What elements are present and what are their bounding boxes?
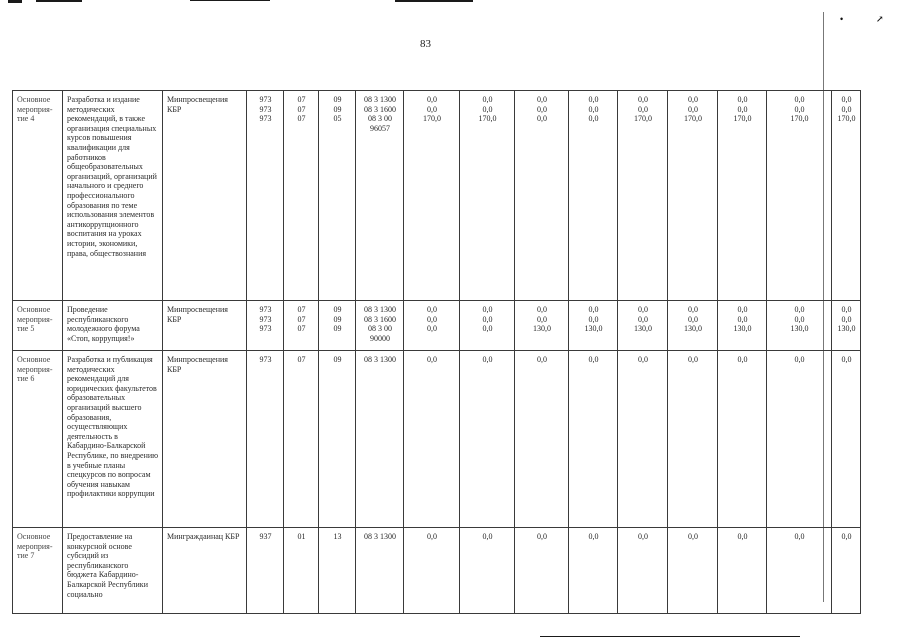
funding-year-3: [515, 91, 569, 301]
funding-year-1: [404, 91, 460, 301]
funding-year-9: [832, 351, 861, 528]
grbs-code: [247, 301, 284, 351]
funding-year-8-line: 0,0: [794, 355, 805, 364]
grbs-code-line: 973: [259, 114, 272, 124]
funding-year-6-line: 0,0: [688, 355, 698, 364]
table-row: [13, 91, 861, 301]
funding-year-5: [618, 301, 668, 351]
funding-year-5-line: 0,0: [638, 95, 648, 104]
funding-year-9-line: 0,0: [841, 104, 852, 114]
funding-year-2: [460, 528, 515, 614]
rz-code: [284, 528, 319, 614]
measure-name: [63, 528, 163, 614]
funding-year-7: [718, 301, 767, 351]
funding-year-4: [569, 528, 618, 614]
funding-year-9-line: 0,0: [841, 314, 852, 324]
funding-year-8-line: 0,0: [794, 95, 805, 104]
funding-year-3: [515, 301, 569, 351]
funding-year-4-line: 0,0: [588, 114, 599, 124]
grbs-code-line: 973: [259, 104, 272, 114]
funding-year-2-line: 0,0: [482, 95, 493, 104]
scan-mark-1: •: [840, 14, 844, 24]
measure-executor-line: Минпросвещения КБР: [167, 305, 228, 324]
funding-year-8: [767, 91, 832, 301]
funding-year-4-line: 0,0: [588, 355, 599, 364]
measure-type: [13, 91, 63, 301]
funding-year-9: [832, 528, 861, 614]
funding-year-7: [718, 351, 767, 528]
funding-year-7-line: 0,0: [737, 104, 748, 114]
scan-line-top-left-2: [36, 0, 82, 2]
csr-code: [356, 528, 404, 614]
csr-code-line: 08 3 1300: [364, 355, 396, 364]
funding-year-1-line: 0,0: [427, 532, 437, 541]
funding-year-2-line: 0,0: [482, 532, 493, 541]
funding-year-8: [767, 351, 832, 528]
measure-type: [13, 301, 63, 351]
funding-year-9-line: 0,0: [841, 305, 852, 314]
rz-code: [284, 301, 319, 351]
rz-code-line: 01: [297, 532, 306, 541]
funding-year-1: [404, 351, 460, 528]
funding-year-8-line: 170,0: [790, 114, 809, 124]
grbs-code-line: 973: [259, 95, 272, 104]
funding-year-9: [832, 91, 861, 301]
funding-year-3-line: 0,0: [537, 114, 547, 124]
funding-year-4-line: 0,0: [588, 95, 599, 104]
measure-name: [63, 301, 163, 351]
funding-year-5-line: 130,0: [634, 324, 652, 334]
funding-year-8-line: 0,0: [794, 532, 805, 541]
measure-type-line: Основное мероприя-тие 7: [17, 532, 53, 561]
funding-year-9-line: 0,0: [841, 95, 852, 104]
rz-code: [284, 351, 319, 528]
funding-year-7: [718, 528, 767, 614]
funding-year-9-line: 0,0: [841, 532, 852, 541]
rz-code-line: 07: [297, 314, 306, 324]
csr-code-line: 08 3 1300: [364, 95, 396, 104]
program-table: [12, 90, 861, 614]
scan-line-top-mid: [190, 0, 270, 1]
funding-year-3-line: 0,0: [537, 532, 547, 541]
measure-type-line: Основное мероприя-тие 6: [17, 355, 53, 384]
rz-code-line: 07: [297, 324, 306, 334]
funding-year-1-line: 0,0: [427, 305, 437, 314]
funding-year-5: [618, 528, 668, 614]
measure-type: [13, 351, 63, 528]
measure-name: [63, 91, 163, 301]
funding-year-4-line: 0,0: [588, 314, 599, 324]
csr-code-line: 08 3 00 90000: [368, 324, 392, 343]
funding-year-4-line: 130,0: [584, 324, 603, 334]
funding-year-1-line: 0,0: [427, 314, 437, 324]
funding-year-3-line: 0,0: [537, 355, 547, 364]
funding-year-4-line: 0,0: [588, 305, 599, 314]
funding-year-1-line: 0,0: [427, 324, 437, 334]
funding-year-4-line: 0,0: [588, 532, 599, 541]
funding-year-3-line: 0,0: [537, 305, 547, 314]
measure-name-line: Разработка и издание методических рекомендаций, в также организация специальных курсов повышения квалификации для работников общеобразовательных организаций, организаций начального и среднего профессионального образования по теме использования элементов антикоррупционного воспитания на уроках истории, экономики, права, обществознания: [67, 95, 157, 258]
measure-executor: [163, 91, 247, 301]
table-row: [13, 528, 861, 614]
grbs-code-line: 973: [259, 355, 272, 364]
grbs-code-line: 973: [259, 305, 272, 314]
csr-code: [356, 91, 404, 301]
funding-year-6-line: 130,0: [684, 324, 702, 334]
funding-year-2-line: 0,0: [482, 104, 493, 114]
funding-year-8: [767, 528, 832, 614]
funding-year-1-line: 0,0: [427, 95, 437, 104]
csr-code: [356, 301, 404, 351]
funding-year-6-line: 0,0: [688, 95, 698, 104]
table-row: [13, 301, 861, 351]
pr-code-line: 09: [333, 305, 342, 314]
funding-year-8-line: 0,0: [794, 305, 805, 314]
funding-year-7-line: 170,0: [733, 114, 752, 124]
measure-executor: [163, 301, 247, 351]
funding-year-9-line: 170,0: [837, 114, 856, 124]
csr-code-line: 08 3 00 96057: [368, 114, 392, 133]
funding-year-6: [668, 301, 718, 351]
funding-year-2: [460, 301, 515, 351]
funding-year-3-line: 0,0: [537, 95, 547, 104]
funding-year-5-line: 0,0: [638, 104, 648, 114]
scan-mark-2: ↗: [876, 14, 884, 24]
pr-code: [319, 91, 356, 301]
pr-code-line: 09: [333, 314, 342, 324]
funding-year-2: [460, 351, 515, 528]
grbs-code: [247, 528, 284, 614]
funding-year-6: [668, 528, 718, 614]
grbs-code-line: 937: [259, 532, 272, 541]
pr-code: [319, 301, 356, 351]
funding-year-4-line: 0,0: [588, 104, 599, 114]
funding-year-4: [569, 91, 618, 301]
funding-year-3: [515, 351, 569, 528]
pr-code-line: 13: [333, 532, 342, 541]
scan-line-top-left: [8, 0, 22, 3]
rz-code-line: 07: [297, 104, 306, 114]
funding-year-2: [460, 91, 515, 301]
funding-year-5-line: 0,0: [638, 355, 648, 364]
csr-code-line: 08 3 1600: [364, 314, 396, 324]
csr-code: [356, 351, 404, 528]
csr-code-line: 08 3 1600: [364, 104, 396, 114]
measure-type: [13, 528, 63, 614]
rz-code-line: 07: [297, 114, 306, 124]
rz-code: [284, 91, 319, 301]
funding-year-3-line: 130,0: [533, 324, 551, 334]
funding-year-7-line: 0,0: [737, 314, 748, 324]
funding-year-2-line: 0,0: [482, 355, 493, 364]
scan-line-top-right: [395, 0, 473, 2]
funding-year-5-line: 0,0: [638, 314, 648, 324]
table-row: [13, 351, 861, 528]
pr-code-line: 09: [333, 355, 342, 364]
rz-code-line: 07: [297, 95, 306, 104]
funding-year-7: [718, 91, 767, 301]
grbs-code: [247, 91, 284, 301]
measure-executor-line: Минграждаинац КБР: [167, 532, 240, 541]
measure-name-line: Предоставление на конкурсной основе субсидий из республиканского бюджета Кабардино-Балкарской Республики социально: [67, 532, 148, 599]
funding-year-7-line: 0,0: [737, 95, 748, 104]
funding-year-8-line: 0,0: [794, 314, 805, 324]
funding-year-1-line: 170,0: [423, 114, 441, 124]
funding-year-2-line: 0,0: [482, 314, 493, 324]
measure-name-line: Разработка и публикация методических рекомендаций для юридических факультетов образовательных организаций высшего образования, осуществляющих деятельность в Кабардино-Балкарской Республике, по внедрению в учебные планы спецкурсов по вопросам обучения навыкам профилактики коррупции: [67, 355, 159, 499]
funding-year-9: [832, 301, 861, 351]
funding-year-5-line: 170,0: [634, 114, 652, 124]
pr-code-line: 09: [333, 324, 342, 334]
funding-year-1-line: 0,0: [427, 104, 437, 114]
scan-line-bottom: [540, 636, 800, 637]
funding-year-5-line: 0,0: [638, 532, 648, 541]
funding-year-2-line: 0,0: [482, 324, 493, 334]
funding-year-7-line: 0,0: [737, 355, 748, 364]
csr-code-line: 08 3 1300: [364, 305, 396, 314]
funding-year-8-line: 130,0: [790, 324, 809, 334]
funding-year-9-line: 0,0: [841, 355, 852, 364]
funding-year-3-line: 0,0: [537, 104, 547, 114]
funding-year-6: [668, 351, 718, 528]
funding-year-7-line: 0,0: [737, 532, 748, 541]
measure-type-line: Основное мероприя-тие 4: [17, 95, 53, 124]
funding-year-8: [767, 301, 832, 351]
funding-year-2-line: 170,0: [478, 114, 497, 124]
funding-year-3: [515, 528, 569, 614]
funding-year-8-line: 0,0: [794, 104, 805, 114]
csr-code-line: 08 3 1300: [364, 532, 396, 541]
funding-year-5-line: 0,0: [638, 305, 648, 314]
rz-code-line: 07: [297, 305, 306, 314]
funding-year-4: [569, 351, 618, 528]
grbs-code-line: 973: [259, 324, 272, 334]
funding-year-6: [668, 91, 718, 301]
funding-year-3-line: 0,0: [537, 314, 547, 324]
pr-code-line: 05: [333, 114, 342, 124]
measure-name-line: Проведение республиканского молодежного форума «Стоп, коррупция!»: [67, 305, 140, 343]
grbs-code-line: 973: [259, 314, 272, 324]
funding-year-4: [569, 301, 618, 351]
funding-year-5: [618, 91, 668, 301]
funding-year-2-line: 0,0: [482, 305, 493, 314]
measure-type-line: Основное мероприя-тие 5: [17, 305, 53, 334]
funding-year-5: [618, 351, 668, 528]
grbs-code: [247, 351, 284, 528]
rz-code-line: 07: [297, 355, 306, 364]
funding-year-6-line: 0,0: [688, 314, 698, 324]
measure-executor: [163, 351, 247, 528]
funding-year-7-line: 130,0: [733, 324, 752, 334]
funding-year-1: [404, 528, 460, 614]
funding-year-1-line: 0,0: [427, 355, 437, 364]
funding-year-9-line: 130,0: [837, 324, 856, 334]
funding-year-6-line: 170,0: [684, 114, 702, 124]
pr-code: [319, 528, 356, 614]
funding-year-7-line: 0,0: [737, 305, 748, 314]
funding-year-6-line: 0,0: [688, 532, 698, 541]
funding-year-1: [404, 301, 460, 351]
measure-executor-line: Минпросвещения КБР: [167, 355, 228, 374]
measure-executor-line: Минпросвещения КБР: [167, 95, 228, 114]
measure-executor: [163, 528, 247, 614]
funding-year-6-line: 0,0: [688, 104, 698, 114]
measure-name: [63, 351, 163, 528]
funding-year-6-line: 0,0: [688, 305, 698, 314]
pr-code-line: 09: [333, 104, 342, 114]
pr-code-line: 09: [333, 95, 342, 104]
pr-code: [319, 351, 356, 528]
page-number: 83: [420, 38, 431, 50]
